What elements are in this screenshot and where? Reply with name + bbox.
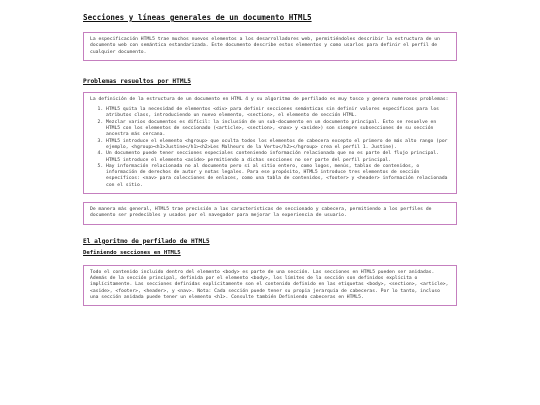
page-title: Secciones y líneas generales de un documento HTML5 <box>83 13 312 22</box>
problems-box <box>83 92 457 194</box>
list-item: 4. Un documento puede tener secciones especiales conteniendo información relacionada que no es parte del flujo principal. HTML5 introduce el elemento <aside> permitiendo a dichas secciones no ser parte del perfil principal. <box>106 151 450 164</box>
algorithm-subheading: Definiendo secciones en HTML5 <box>83 249 181 256</box>
list-item: 1. HTML5 quita la necesidad de elementos <div> para definir secciones semánticas sin definir valores específicos para los atributos class, introduciendo un nuevo elemento, <section>, el elemento de sección HTML. <box>106 107 450 120</box>
algorithm-body: Todo el contenido incluido dentro del elemento <body> es parte de una sección. Las secciones en HTML5 pueden ser anidadas. Además de la sección principal, definida por el elemento <body>, los límites de la sección son definidos explícita o implícitamente. Las secciones definidas explícitamente son el contenido definido en las etiquetas <body>, <section>, <article>, <aside>, <footer>, <header>, y <nav>. Nota: Cada sección puede tener su propia jerarquía de cabeceras. Por lo tanto, incluso una sección anidada puede tener un elemento <h1>. Consulte también Definiendo cabeceras en HTML5. <box>90 269 449 300</box>
list-item: 2. Mezclar varios documentos es difícil: la inclusión de un sub-documento en un documento principal. Esto se resuelve en HTML5 con los elementos de seccionado (<article>, <section>, <nav> y <aside>) son siempre subsecciones de su sección ancestra más cercana. <box>106 120 450 139</box>
algorithm-box <box>83 265 457 306</box>
problems-heading: Problemas resueltos por HTML5 <box>83 77 192 85</box>
problems-list <box>90 107 450 189</box>
problems-lead: La definición de la estructura de un documento en HTML 4 y su algoritmo de perfilado es muy tosco y genera numerosos problemas: <box>90 96 449 102</box>
summary-box <box>83 202 457 225</box>
list-item: 3. HTML5 introduce el elemento <hgroup> que oculta todos los elementos de cabecera excepto el primero de más alto rango (por ejemplo, <hgroup><h1>Justine</h1><h2>Les Malheurs de la Vertu</h2></hgroup> crea el perfil 1. Justine). <box>106 139 450 152</box>
list-item: 5. Hay información relacionada no al documento pero sí al sitio entero, como logos, menús, tablas de contenidos, o información de derechos de autor y notas legales. Para ese propósito, HTML5 introduce tres elementos de sección específicos: <nav> para colecciones de enlaces, como una tabla de contenidos, <footer> y <header> información relacionada con el sitio. <box>106 164 450 189</box>
intro-box <box>83 32 457 61</box>
algorithm-heading: El algoritmo de perfilado de HTML5 <box>83 237 210 245</box>
summary-text: De manera más general, HTML5 trae precisión a las características de seccionado y cabecera, permitiendo a los perfiles de documento ser predecibles y usados por el navegador para mejorar la experiencia de usuario. <box>90 207 432 219</box>
intro-text: La especificación HTML5 trae muchos nuevos elementos a los desarrolladores web, permitiéndoles describir la estructura de un documento web con semántica estandarizada. Este documento describe estos elementos y como usarlos para definir el perfil de cualquier documento. <box>90 37 440 55</box>
